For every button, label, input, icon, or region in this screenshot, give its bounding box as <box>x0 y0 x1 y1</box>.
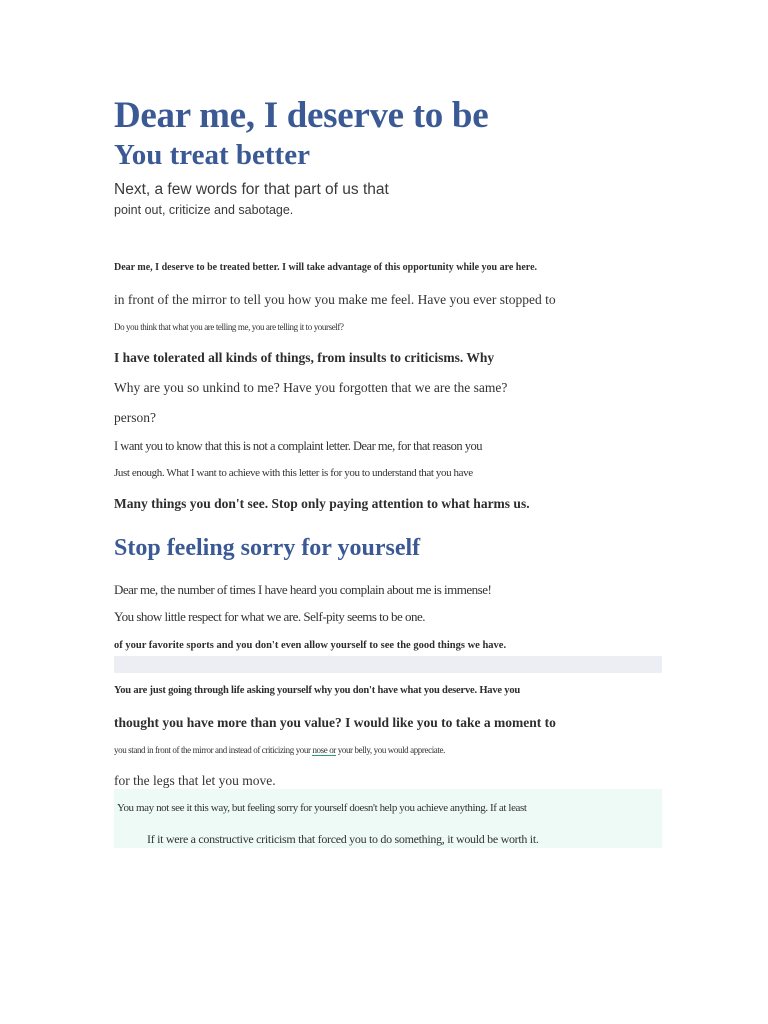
section-line-6-start: you stand in front of the mirror and instead of criticizing your <box>114 745 313 755</box>
section-line-6-end: your belly, you would appreciate. <box>335 745 445 755</box>
subtitle-line-1: Next, a few words for that part of us that <box>114 181 389 198</box>
quote-line-1: You may not see it this way, but feeling sorry for yourself doesn't help you achieve anything. If at least <box>117 802 527 814</box>
section-line-5: thought you have more than you value? I would like you to take a moment to <box>114 715 556 730</box>
body-line-3: Do you think that what you are telling me, you are telling it to yourself? <box>114 322 344 332</box>
body-line-6: person? <box>114 410 156 425</box>
body-line-9: Many things you don't see. Stop only paying attention to what harms us. <box>114 496 530 511</box>
body-line-1: Dear me, I deserve to be treated better. I will take advantage of this opportunity while you are here. <box>114 262 538 273</box>
body-line-4: I have tolerated all kinds of things, from insults to criticisms. Why <box>114 350 495 365</box>
section-line-6 <box>114 745 445 755</box>
section-line-4: You are just going through life asking yourself why you don't have what you deserve. Have you <box>114 685 521 696</box>
section-line-2: You show little respect for what we are. Self-pity seems to be one. <box>114 609 426 624</box>
body-line-2: in front of the mirror to tell you how you make me feel. Have you ever stopped to <box>114 292 556 307</box>
body-line-8: Just enough. What I want to achieve with this letter is for you to understand that you have <box>114 467 473 479</box>
section-heading: Stop feeling sorry for yourself <box>114 535 421 561</box>
quote-line-2: If it were a constructive criticism that forced you to do something, it would be worth it. <box>147 832 539 846</box>
body-line-7: I want you to know that this is not a complaint letter. Dear me, for that reason you <box>114 439 482 453</box>
section-line-3: of your favorite sports and you don't even allow yourself to see the good things we have. <box>114 640 507 651</box>
section-line-1: Dear me, the number of times I have heard you complain about me is immense! <box>114 582 492 597</box>
body-line-5: Why are you so unkind to me? Have you forgotten that we are the same? <box>114 380 508 395</box>
title-line-1: Dear me, I deserve to be <box>114 95 489 136</box>
nose-link[interactable]: nose or <box>312 745 336 755</box>
title-line-2: You treat better <box>114 139 310 171</box>
subtitle-line-2: point out, criticize and sabotage. <box>114 203 294 217</box>
gray-highlight-band <box>114 656 662 673</box>
section-line-7: for the legs that let you move. <box>114 773 276 788</box>
